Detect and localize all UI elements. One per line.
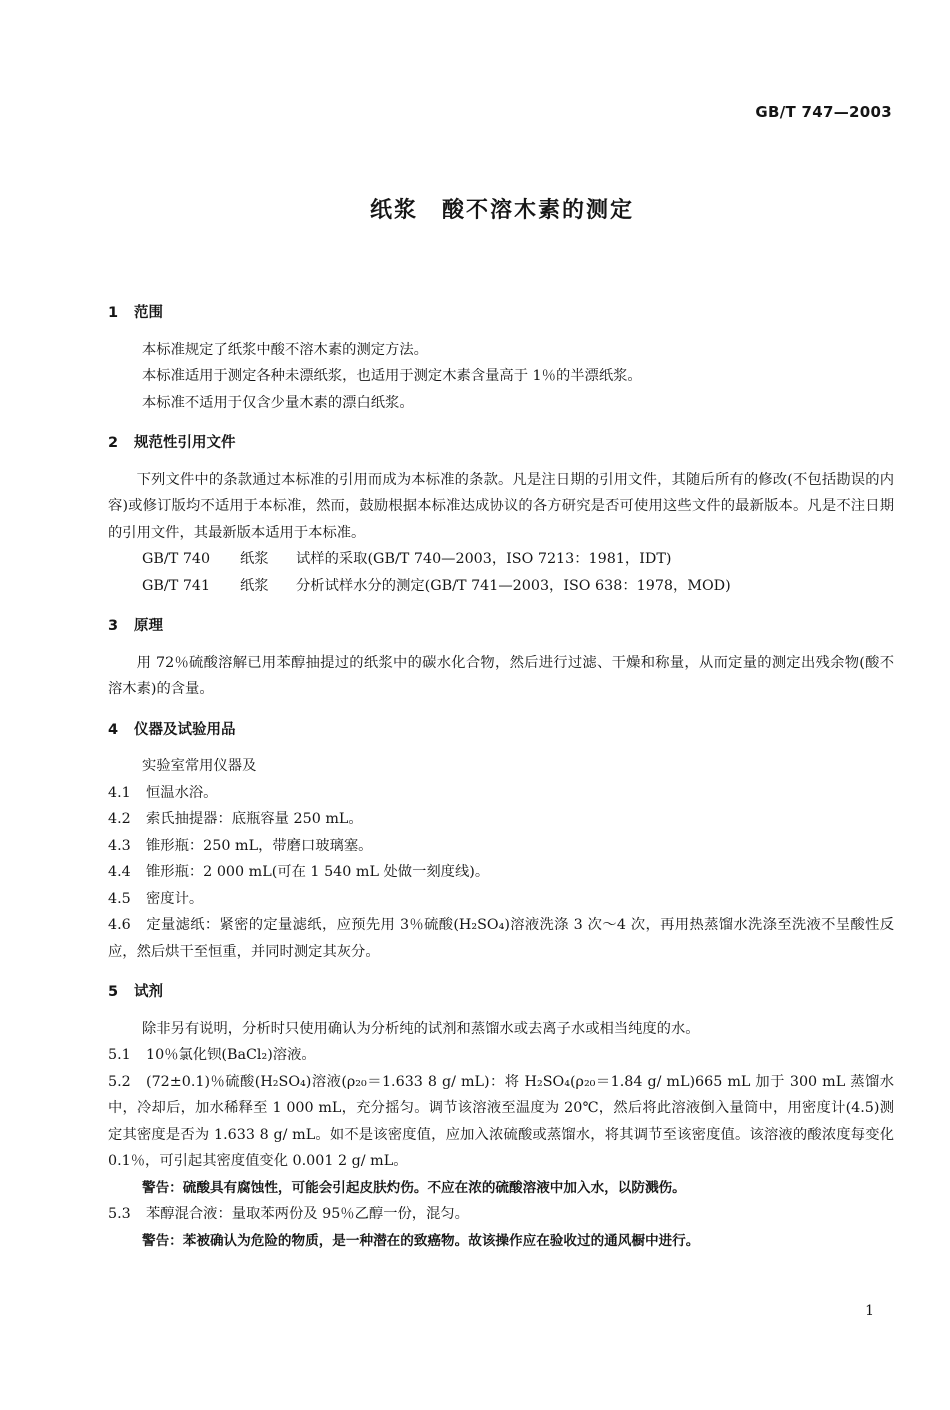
standard-code: GB/T 747—2003 <box>755 103 892 121</box>
page-number: 1 <box>865 1303 874 1319</box>
section-4-intro: 实验室常用仪器及 <box>142 758 257 774</box>
list-item: 4.6 定量滤纸：紧密的定量滤纸，应预先用 3％硫酸(H₂SO₄)溶液洗涤 3 次～4 次，再用热蒸馏水洗涤至洗液不呈酸性反应，然后烘干至恒重，并同时测定其灰分。 <box>108 917 894 960</box>
list-item: 4.5 密度计。 <box>108 890 204 907</box>
reference-item: GB/T 741 纸浆 分析试样水分的测定(GB/T 741—2003，ISO 638：1978，MOD) <box>142 577 731 594</box>
section-1-para-1: 本标准规定了纸浆中酸不溶木素的测定方法。 <box>142 341 428 358</box>
section-1-para-2: 本标准适用于测定各种未漂纸浆，也适用于测定木素含量高于 1％的半漂纸浆。 <box>142 368 642 384</box>
reference-item: GB/T 740 纸浆 试样的采取(GB/T 740—2003，ISO 7213：1981，IDT) <box>142 551 672 567</box>
warning-text: 警告：硫酸具有腐蚀性，可能会引起皮肤灼伤。不应在浓的硫酸溶液中加入水，以防溅伤。 <box>142 1179 686 1196</box>
section-3-heading: 3 原理 <box>108 618 163 634</box>
list-item: 4.3 锥形瓶：250 mL，带磨口玻璃塞。 <box>108 837 373 854</box>
list-item: 4.2 索氏抽提器：底瓶容量 250 mL。 <box>108 811 363 827</box>
section-2-heading: 2 规范性引用文件 <box>108 435 236 451</box>
section-3-para-1: 用 72％硫酸溶解已用苯醇抽提过的纸浆中的碳水化合物，然后进行过滤、干燥和称量，从而定量的测定出残余物(酸不溶木素)的含量。 <box>108 654 894 697</box>
document-body <box>108 300 894 1254</box>
list-item: 5.2 (72±0.1)％硫酸(H₂SO₄)溶液(ρ₂₀＝1.633 8 g/ mL)：将 H₂SO₄(ρ₂₀＝1.84 g/ mL)665 mL 加于 300 mL 蒸馏水中，冷却后，加水稀释至 1 000 mL，充分摇匀。调节该溶液至温度为 20℃，然后将此溶液倒入量筒中，用密度计(4.5)测定其密度是否为 1.633 8 g/ mL。如不是该密度值，应加入浓硫酸或蒸馏水，将其调节至该密度值。该溶液的酸浓度每变化 0.1％，可引起其密度值变化 0.001 2 g/ mL。 <box>108 1073 894 1169</box>
title-part2: 酸不溶木素的测定 <box>442 198 635 223</box>
section-1-para-3: 本标准不适用于仅含少量木素的漂白纸浆。 <box>142 394 414 411</box>
section-2-para-1: 下列文件中的条款通过本标准的引用而成为本标准的条款。凡是注日期的引用文件，其随后所有的修改(不包括勘误的内容)或修订版均不适用于本标准，然而，鼓励根据本标准达成协议的各方研究是否可使用这些文件的最新版本。凡是不注日期的引用文件，其最新版本适用于本标准。 <box>108 471 894 541</box>
warning-text: 警告：苯被确认为危险的物质，是一种潜在的致癌物。故该操作应在验收过的通风橱中进行。 <box>142 1232 700 1249</box>
list-item: 5.3 苯醇混合液：量取苯两份及 95％乙醇一份，混匀。 <box>108 1206 469 1222</box>
document-title <box>0 193 950 224</box>
list-item: 4.4 锥形瓶：2 000 mL(可在 1 540 mL 处做一刻度线)。 <box>108 864 490 880</box>
section-1-heading: 1 范围 <box>108 305 163 321</box>
section-5-heading: 5 试剂 <box>108 984 163 1000</box>
section-5-intro: 除非另有说明，分析时只使用确认为分析纯的试剂和蒸馏水或去离子水或相当纯度的水。 <box>142 1020 700 1037</box>
list-item: 4.1 恒温水浴。 <box>108 784 218 801</box>
title-part1: 纸浆 <box>369 198 418 223</box>
section-4-heading: 4 仪器及试验用品 <box>108 721 236 738</box>
list-item: 5.1 10％氯化钡(BaCl₂)溶液。 <box>108 1047 316 1063</box>
